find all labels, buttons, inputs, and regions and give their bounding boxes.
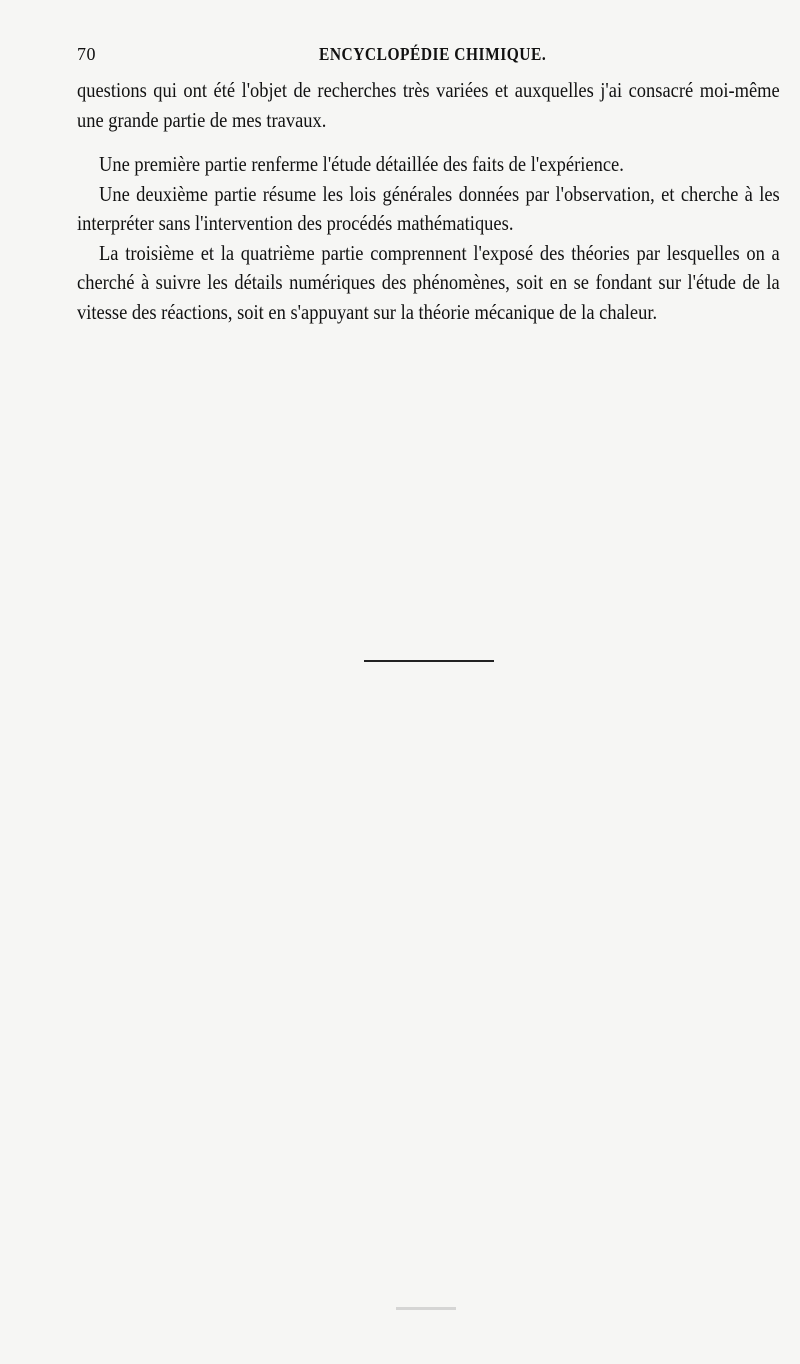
paragraph-second-part: Une deuxième partie résume les lois générales données par l'observation, et cherche à les interpréter sans l'intervention des procédés mathématiques.: [77, 181, 780, 235]
journal-title: ENCYCLOPÉDIE CHIMIQUE.: [319, 44, 547, 64]
body-text: [77, 76, 780, 327]
paragraph-third-fourth-parts: La troisième et la quatrième partie comprennent l'exposé des théories par lesquelles on a cherché à suivre les détails numériques des phénomènes, soit en se fondant sur l'étude de la vitesse des réactions, soit en s'appuyant sur la théorie mécanique de la chaleur.: [77, 240, 780, 324]
paragraph-continuation: questions qui ont été l'objet de recherches très variées et auxquelles j'ai consacré moi-même une grande partie de mes travaux.: [77, 78, 780, 132]
page-number: 70: [77, 44, 96, 64]
paragraph-first-part: Une première partie renferme l'étude détaillée des faits de l'expérience.: [99, 152, 624, 176]
running-head: [77, 44, 778, 72]
section-divider-rule: [364, 660, 494, 662]
footer-print-mark: [396, 1307, 456, 1310]
